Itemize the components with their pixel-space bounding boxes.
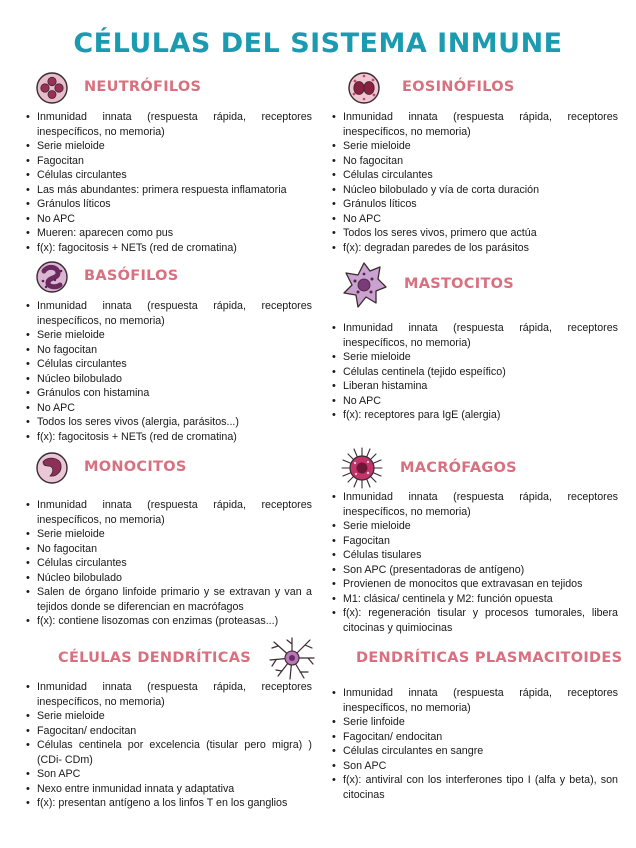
mastocyte-icon [340,259,388,311]
list-item: • Provienen de monocitos que extravasan en tejidos [332,577,618,592]
list-item: • Gránulos líticos [332,197,618,212]
fact-list [332,686,618,802]
section-celulas-dendriticas [26,636,312,811]
section-title: NEUTRÓFILOS [84,79,202,95]
list-item: • Núcleo bilobulado [26,571,312,586]
list-item: • Serie mieloide [332,519,618,534]
neutrophil-icon [34,70,70,106]
dendritic-cell-icon [268,636,316,680]
list-item: • Mueren: aparecen como pus [26,226,312,241]
list-item: • Fagocitan/ endocitan [26,724,312,739]
list-item: • Serie mieloide [26,328,312,343]
list-item: • Fagocitan/ endocitan [332,730,618,745]
list-item: • f(x): antiviral con los interferones tipo I (alfa y beta), son citocinas [332,773,618,802]
list-item: • Todos los seres vivos, primero que actúa [332,226,618,241]
list-item: • No APC [26,401,312,416]
list-item: • Nexo entre inmunidad innata y adaptativa [26,782,312,797]
list-item: • Células centinela por excelencia (tisular pero migra) ) (CDi- CDm) [26,738,312,767]
list-item: • Células circulantes [26,357,312,372]
list-item: • Salen de órgano linfoide primario y se extravan y van a tejidos donde se diferencian en macrófagos [26,585,312,614]
eosinophil-icon [346,70,382,106]
list-item: • Células circulantes [26,168,312,183]
list-item: • No fagocitan [332,154,618,169]
list-item: • No APC [332,394,618,409]
section-title: DENDRÍTICAS PLASMACITOIDES [356,650,623,666]
list-item: • f(x): regeneración tisular y procesos tumorales, libera citocinas y quimiocinas [332,606,618,635]
list-item: • Gránulos con histamina [26,386,312,401]
list-item: • f(x): fagocitosis + NETs (red de cromatina) [26,430,312,445]
section-monocitos [26,450,312,629]
list-item: • Serie mieloide [26,527,312,542]
list-item: • No APC [26,212,312,227]
section-title: MASTOCITOS [404,276,515,292]
section-mastocitos [332,259,618,423]
list-item: • f(x): fagocitosis + NETs (red de cromatina) [26,241,312,256]
list-item: • Son APC [26,767,312,782]
list-item: • f(x): contiene lisozomas con enzimas (proteasas...) [26,614,312,629]
section-dendriticas-plasmacitoides [332,636,623,802]
list-item: • Liberan histamina [332,379,618,394]
list-item: • Serie mieloide [332,350,618,365]
section-basofilos [26,259,312,444]
list-item: • Serie linfoide [332,715,618,730]
list-item: • Serie mieloide [26,709,312,724]
list-item: • No fagocitan [26,542,312,557]
list-item: • Gránulos líticos [26,197,312,212]
list-item: • Inmunidad innata (respuesta rápida, receptores inespecíficos, no memoria) [26,498,312,527]
fact-list [26,498,312,629]
list-item: • Todos los seres vivos (alergia, parásitos...) [26,415,312,430]
fact-list [26,680,312,811]
fact-list [26,299,312,444]
list-item: • Núcleo bilobulado [26,372,312,387]
list-item: • Células circulantes en sangre [332,744,618,759]
section-title: EOSINÓFILOS [402,79,515,95]
fact-list [26,110,312,255]
list-item: • f(x): degradan paredes de los parásitos [332,241,618,256]
fact-list [332,490,618,635]
list-item: • Células circulantes [26,556,312,571]
section-eosinofilos [332,70,618,255]
list-item: • f(x): receptores para IgE (alergia) [332,408,618,423]
section-neutrofilos [26,70,312,255]
list-item: • M1: clásica/ centinela y M2: función opuesta [332,592,618,607]
list-item: • Son APC (presentadoras de antígeno) [332,563,618,578]
list-item: • Núcleo bilobulado y vía de corta duración [332,183,618,198]
list-item: • Inmunidad innata (respuesta rápida, receptores inespecíficos, no memoria) [26,299,312,328]
list-item: • No fagocitan [26,343,312,358]
list-item: • No APC [332,212,618,227]
section-title: BASÓFILOS [84,268,179,284]
section-title: MONOCITOS [84,459,187,475]
list-item: • Serie mieloide [26,139,312,154]
section-macrofagos [332,446,618,635]
fact-list [332,110,618,255]
list-item: • Las más abundantes: primera respuesta inflamatoria [26,183,312,198]
list-item: • Inmunidad innata (respuesta rápida, receptores inespecíficos, no memoria) [26,110,312,139]
fact-list [332,321,618,423]
list-item: • Inmunidad innata (respuesta rápida, receptores inespecíficos, no memoria) [26,680,312,709]
list-item: • Células tisulares [332,548,618,563]
section-title: CÉLULAS DENDRÍTICAS [58,650,251,666]
list-item: • Inmunidad innata (respuesta rápida, receptores inespecíficos, no memoria) [332,110,618,139]
list-item: • f(x): presentan antígeno a los linfos T en los ganglios [26,796,312,811]
list-item: • Inmunidad innata (respuesta rápida, receptores inespecíficos, no memoria) [332,490,618,519]
list-item: • Inmunidad innata (respuesta rápida, receptores inespecíficos, no memoria) [332,321,618,350]
macrophage-icon [340,446,384,490]
list-item: • Células circulantes [332,168,618,183]
list-item: • Son APC [332,759,618,774]
monocyte-icon [34,450,70,486]
basophil-icon [34,259,70,295]
section-title: MACRÓFAGOS [400,460,517,476]
list-item: • Fagocitan [332,534,618,549]
list-item: • Células centinela (tejido espeífico) [332,365,618,380]
list-item: • Fagocitan [26,154,312,169]
list-item: • Serie mieloide [332,139,618,154]
page-title: CÉLULAS DEL SISTEMA INMUNE [73,28,563,59]
list-item: • Inmunidad innata (respuesta rápida, receptores inespecíficos, no memoria) [332,686,618,715]
